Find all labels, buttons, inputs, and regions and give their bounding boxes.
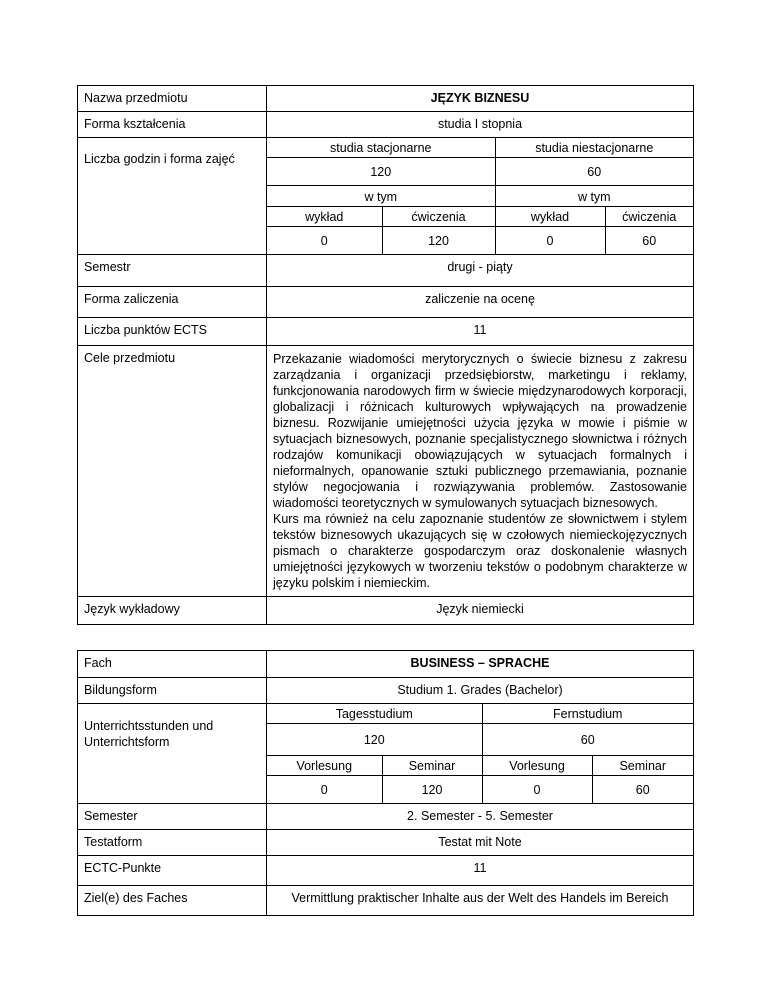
stunden-inner-table — [267, 704, 693, 803]
semester-value: 2. Semester - 5. Semester — [267, 804, 694, 830]
vorlesung-header: Vorlesung — [482, 756, 592, 776]
row-ects — [78, 318, 694, 346]
vorlesung-header: Vorlesung — [267, 756, 382, 776]
fern-header: Fernstudium — [482, 704, 693, 724]
stacjonarne-header: studia stacjonarne — [267, 138, 495, 158]
stac-wyklad-value: 0 — [267, 227, 382, 255]
row-ziel — [78, 886, 694, 916]
fach-value: BUSINESS – SPRACHE — [267, 651, 694, 678]
course-name: JĘZYK BIZNESU — [267, 86, 694, 112]
row-cele — [78, 346, 694, 597]
row-semester — [78, 804, 694, 830]
ziel-value: Vermittlung praktischer Inhalte aus der Welt des Handels im Bereich — [267, 886, 694, 916]
zaliczenie-label: Forma zaliczenia — [78, 287, 267, 318]
row-forma — [78, 112, 694, 138]
tages-vorlesung-value: 0 — [267, 776, 382, 804]
fach-label: Fach — [78, 651, 267, 678]
semestr-label: Semestr — [78, 255, 267, 287]
zaliczenie-value: zaliczenie na ocenę — [267, 287, 694, 318]
stac-cwiczenia-value: 120 — [382, 227, 495, 255]
ziel-label: Ziel(e) des Faches — [78, 886, 267, 916]
niestacjonarne-header: studia niestacjonarne — [495, 138, 693, 158]
row-zaliczenie — [78, 287, 694, 318]
testatform-value: Testat mit Note — [267, 830, 694, 856]
forma-label: Forma kształcenia — [78, 112, 267, 138]
ects-value: 11 — [267, 318, 694, 346]
wyklad-header: wykład — [495, 207, 605, 227]
w-tym-label: w tym — [577, 189, 611, 204]
wyklad-header: wykład — [267, 207, 382, 227]
polish-course-table — [77, 85, 694, 625]
testatform-label: Testatform — [78, 830, 267, 856]
seminar-header: Seminar — [592, 756, 693, 776]
row-ectc — [78, 856, 694, 886]
stacjonarne-breakdown — [267, 186, 495, 207]
cele-label: Cele przedmiotu — [78, 346, 267, 597]
ectc-label: ECTC-Punkte — [78, 856, 267, 886]
godziny-inner-table — [267, 138, 693, 254]
ectc-value: 11 — [267, 856, 694, 886]
jezyk-value: Język niemiecki — [267, 597, 694, 625]
cwiczenia-header: ćwiczenia — [605, 207, 693, 227]
niestac-cwiczenia-value: 60 — [642, 233, 657, 248]
stacjonarne-total: 120 — [267, 158, 495, 186]
stunden-grid — [267, 704, 694, 804]
forma-value: studia I stopnia — [267, 112, 694, 138]
niestac-wyklad-value: 0 — [495, 227, 605, 255]
fern-seminar-value: 60 — [635, 782, 650, 797]
row-fach — [78, 651, 694, 678]
row-bildungsform — [78, 678, 694, 704]
ects-label: Liczba punktów ECTS — [78, 318, 267, 346]
row-nazwa — [78, 86, 694, 112]
tages-seminar-value: 120 — [382, 776, 482, 804]
row-semestr — [78, 255, 694, 287]
jezyk-label: Język wykładowy — [78, 597, 267, 625]
niestacjonarne-breakdown — [495, 186, 693, 207]
bildungsform-value: Studium 1. Grades (Bachelor) — [267, 678, 694, 704]
row-stunden — [78, 704, 694, 804]
tages-total: 120 — [267, 724, 482, 756]
fern-vorlesung-value: 0 — [482, 776, 592, 804]
cele-paragraph-2: Kurs ma również na celu zapoznanie studentów ze słownictwem i stylem tekstów biznesowych ukazujących się w czołowych niemieckojęzycznych pismach o charakterze gospodarczym oraz doskonalenie własnych umiejętności językowych w tworzeniu tekstów o podobnym charakterze w języku polskim i niemieckim. — [273, 512, 687, 590]
tages-header: Tagesstudium — [267, 704, 482, 724]
semester-label: Semester — [78, 804, 267, 830]
german-course-table — [77, 650, 694, 916]
row-godziny — [78, 138, 694, 255]
cele-paragraph-1: Przekazanie wiadomości merytorycznych o świecie biznesu z zakresu zarządzania i organizacji przedsiębiorstw, marketingu i reklamy, funkcjonowania narodowych firm w świecie międzynarodowych korporacji, globalizacji i różnicach kulturowych wpływających na prowadzenie biznesu. Rozwijanie umiejętności użycia języka w mowie i piśmie w sytuacjach biznesowych, poznanie specjalistycznego słownictwa i różnych rodzajów komunikacji obowiązujących w sytuacjach formalnych i nieformalnych, opanowanie sztuki publicznego przemawiania, poznanie stylów negocjowania i rozwiązywania problemów. Zastosowanie wiadomości teoretycznych w symulowanych sytuacjach biznesowych. — [273, 352, 687, 510]
w-tym-label: w tym — [364, 189, 398, 204]
row-testatform — [78, 830, 694, 856]
stunden-label: Unterrichtsstunden und Unterrichtsform — [78, 704, 267, 804]
godziny-grid — [267, 138, 694, 255]
nazwa-label: Nazwa przedmiotu — [78, 86, 267, 112]
godziny-label: Liczba godzin i forma zajęć — [78, 138, 267, 255]
cele-text — [267, 346, 694, 597]
fern-total: 60 — [482, 724, 693, 756]
cwiczenia-header: ćwiczenia — [382, 207, 495, 227]
niestacjonarne-total: 60 — [495, 158, 693, 186]
row-jezyk — [78, 597, 694, 625]
semestr-value: drugi - piąty — [267, 255, 694, 287]
bildungsform-label: Bildungsform — [78, 678, 267, 704]
seminar-header: Seminar — [382, 756, 482, 776]
